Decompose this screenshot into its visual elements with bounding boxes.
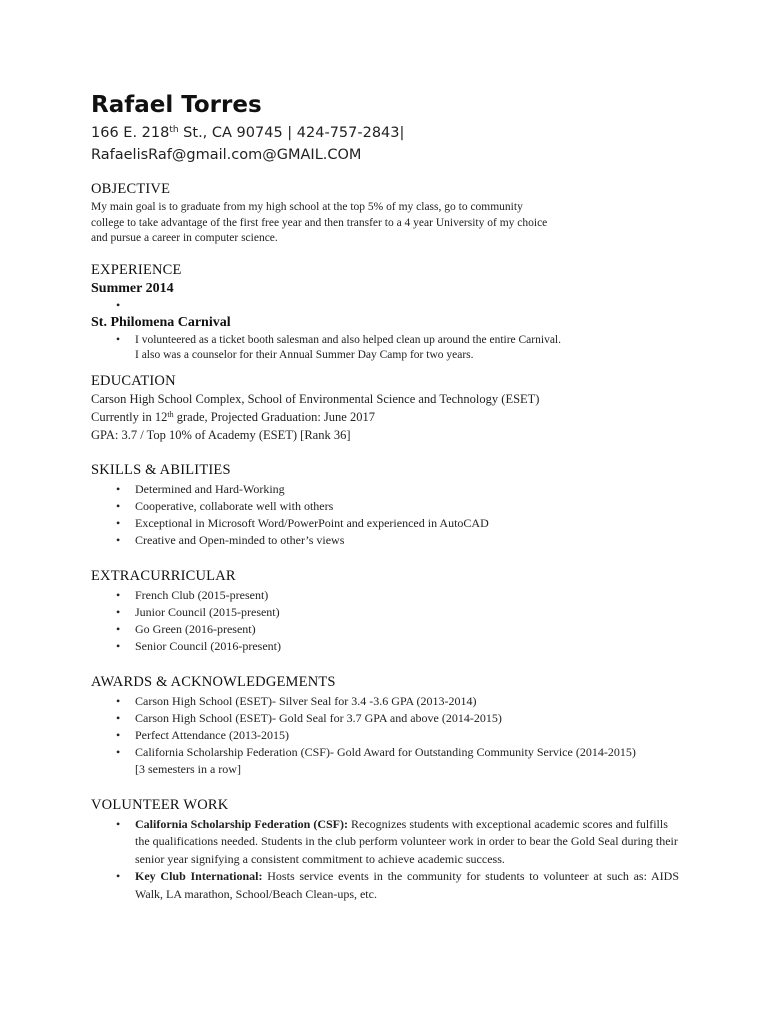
- education-grade: [91, 408, 691, 426]
- extracurricular-heading: EXTRACURRICULAR: [91, 567, 236, 584]
- skills-list: [91, 481, 691, 549]
- grade-suffix: grade, Projected Graduation: June 2017: [173, 409, 375, 424]
- list-item: [91, 333, 691, 364]
- education-gpa: GPA: 3.7 / Top 10% of Academy (ESET) [Rank 36]: [91, 427, 351, 442]
- resume-page: [91, 90, 691, 903]
- list-item: • Senior Council (2016-present): [91, 638, 691, 655]
- objective-line: and pursue a career in computer science.: [91, 232, 278, 244]
- volunteer-org-text: Recognizes students with exceptional academic scores and fulfills the qualifications needed. Students in the club perform volunteer work in order to bear the Gold Seal during their senior year signifying a consistent commitment to achieve academic success.: [135, 816, 678, 866]
- experience-heading: EXPERIENCE: [91, 261, 182, 278]
- list-item: • Perfect Attendance (2013-2015): [91, 727, 691, 744]
- experience-period: Summer 2014: [91, 280, 174, 296]
- experience-line: • I volunteered as a ticket booth salesman and also helped clean up around the entire Carnival.: [135, 333, 561, 346]
- education-details: [91, 390, 691, 444]
- experience-employer: St. Philomena Carnival: [91, 314, 231, 330]
- address-suffix: St., CA 90745 | 424-757-2843|: [178, 125, 405, 141]
- list-item: • Exceptional in Microsoft Word/PowerPoint and experienced in AutoCAD: [91, 515, 691, 532]
- education-school: Carson High School Complex, School of Environmental Science and Technology (ESET): [91, 391, 540, 406]
- education-heading: EDUCATION: [91, 372, 176, 389]
- list-item: [91, 744, 691, 778]
- list-item: • Determined and Hard-Working: [91, 481, 691, 498]
- list-item: • French Club (2015-present): [91, 587, 691, 604]
- award-line: • California Scholarship Federation (CSF)- Gold Award for Outstanding Community Service (2014-2015): [135, 744, 636, 759]
- volunteer-org-label: California Scholarship Federation (CSF):: [135, 816, 348, 831]
- objective-line: college to take advantage of the first free year and then transfer to a 4 year University of my choice: [91, 216, 548, 229]
- awards-heading: AWARDS & ACKNOWLEDGEMENTS: [91, 673, 336, 690]
- extracurricular-list: [91, 587, 691, 655]
- experience-line: I also was a counselor for their Annual Summer Day Camp for two years.: [135, 349, 474, 361]
- list-item: • Carson High School (ESET)- Gold Seal for 3.7 GPA and above (2014-2015): [91, 710, 691, 727]
- volunteer-org-label: Key Club International:: [135, 869, 263, 883]
- award-continuation: [3 semesters in a row]: [135, 761, 241, 776]
- list-item: • Junior Council (2015-present): [91, 604, 691, 621]
- skills-heading: SKILLS & ABILITIES: [91, 461, 231, 478]
- list-item: [91, 816, 679, 869]
- objective-text: [91, 200, 691, 247]
- list-item: [91, 868, 679, 903]
- contact-address-line: [91, 122, 691, 144]
- address-prefix: 166 E. 218: [91, 125, 170, 141]
- experience-empty-list: [91, 297, 691, 314]
- grade-prefix: Currently in 12: [91, 409, 168, 424]
- list-item: • Creative and Open-minded to other’s views: [91, 532, 691, 549]
- volunteer-list: [91, 816, 679, 904]
- volunteer-heading: VOLUNTEER WORK: [91, 796, 229, 813]
- list-item: [91, 297, 691, 314]
- awards-list: [91, 693, 691, 778]
- address-ordinal: th: [169, 125, 179, 135]
- grade-ordinal: th: [167, 409, 174, 419]
- list-item: • Carson High School (ESET)- Silver Seal for 3.4 -3.6 GPA (2013-2014): [91, 693, 691, 710]
- objective-heading: OBJECTIVE: [91, 181, 171, 197]
- list-item: • Cooperative, collaborate well with others: [91, 498, 691, 515]
- candidate-name: Rafael Torres: [91, 92, 262, 118]
- list-item: • Go Green (2016-present): [91, 621, 691, 638]
- experience-list: [91, 333, 691, 364]
- volunteer-org-text: Hosts service events in the community for students to volunteer at such as: AIDS Walk, LA marathon, School/Beach Clean-ups, etc.: [135, 869, 679, 901]
- contact-email: RafaelisRaf@gmail.com@GMAIL.COM: [91, 147, 362, 163]
- objective-line: My main goal is to graduate from my high school at the top 5% of my class, go to community: [91, 201, 523, 213]
